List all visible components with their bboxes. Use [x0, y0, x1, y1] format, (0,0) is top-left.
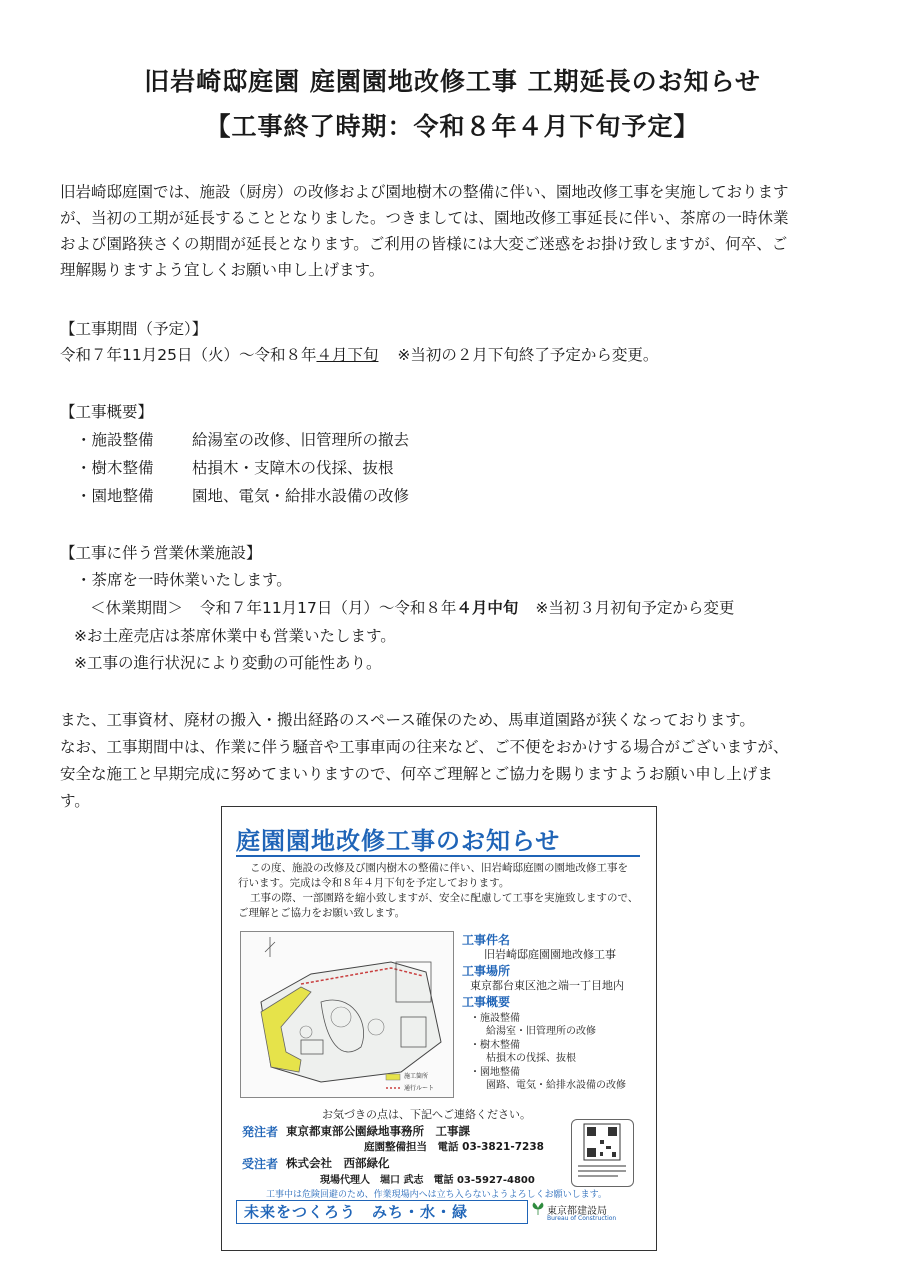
poster-location: 東京都台東区池之端一丁目地内: [470, 979, 624, 992]
poster-summary-2-desc: 枯損木の伐採、抜根: [486, 1053, 576, 1064]
period-text-prefix: 令和７年11月25日（火）～令和８年: [60, 346, 317, 364]
closure-period-emph: ４月中旬: [456, 599, 519, 617]
poster-contractor: 株式会社 西部緑化: [286, 1156, 390, 1170]
poster-summary-3-label: ・園地整備: [470, 1067, 520, 1078]
period-note: ※当初の２月下旬終了予定から変更。: [397, 346, 659, 364]
period-text: [60, 343, 658, 368]
poster-warning: 工事中は危険回避のため、作業現場内へは立ち入らないようよろしくお願いします。: [266, 1190, 607, 1200]
period-heading: 【工事期間（予定）】: [60, 320, 208, 338]
closure-note-2: ※工事の進行状況により変動の可能性あり。: [74, 654, 382, 672]
poster-orderer-sub: 庭園整備担当 電話 03-3821-7238: [364, 1141, 544, 1153]
poster-intro-line-1: この度、施設の改修及び園内樹木の整備に伴い、旧岩崎邸庭園の園地改修工事を: [250, 862, 628, 874]
poster-location-label: 工事場所: [462, 964, 511, 978]
intro-line-3: および園路狭さくの期間が延長となります。ご利用の皆様には大変ご迷惑をお掛け致しますが、何卒、ご: [60, 235, 788, 253]
site-map: [240, 931, 454, 1098]
overview-item-3-desc: 園地、電気・給排水設備の改修: [192, 487, 410, 505]
poster-project-name: 旧岩崎邸庭園園地改修工事: [484, 948, 616, 961]
poster-summary-label: 工事概要: [462, 995, 511, 1009]
poster-bureau: 東京都建設局: [547, 1206, 607, 1217]
closure-period: [90, 596, 734, 621]
poster-summary-1-desc: 給湯室・旧管理所の改修: [486, 1026, 596, 1037]
closure-period-label: ＜休業期間＞: [90, 599, 184, 617]
poster-intro-line-3: 工事の際、一部園路を縮小致しますが、安全に配慮して工事を実施致しますので、: [250, 892, 639, 904]
closure-item: ・茶席を一時休業いたします。: [76, 571, 292, 589]
page-title: 旧岩崎邸庭園 庭園園地改修工事 工期延長のお知らせ: [144, 67, 761, 96]
notice-poster: [221, 806, 657, 1251]
poster-title: 庭園園地改修工事のお知らせ: [236, 827, 561, 855]
poster-intro-line-4: ご理解とご協力をお願い致します。: [238, 907, 406, 919]
overview-item-1-desc: 給湯室の改修、旧管理所の撤去: [192, 431, 410, 449]
poster-summary-2-label: ・樹木整備: [470, 1040, 520, 1051]
overview-item-2-desc: 枯損木・支障木の伐採、抜根: [192, 459, 394, 477]
closure-note-1: ※お土産売店は茶席休業中も営業いたします。: [74, 627, 396, 645]
qr-code: [571, 1119, 634, 1187]
poster-title-rule: [236, 855, 640, 857]
closing-line-2: なお、工事期間中は、作業に伴う騒音や工事車両の往来など、ご不便をおかけする場合がございますが、: [60, 738, 789, 756]
closure-period-note: ※当初３月初旬予定から変更: [535, 599, 735, 617]
tokyo-ginkgo-logo-icon: [531, 1202, 545, 1216]
poster-contractor-label: 受注者: [242, 1157, 279, 1171]
poster-intro-line-2: 行います。完成は令和８年４月下旬を予定しております。: [238, 877, 510, 889]
overview-item-3-label: ・園地整備: [76, 487, 154, 505]
map-legend-work-area: 施工箇所: [404, 1073, 429, 1080]
poster-orderer: 東京都東部公園緑地事務所 工事課: [286, 1124, 470, 1138]
period-text-emph: ４月下旬: [316, 346, 379, 364]
poster-orderer-label: 発注者: [242, 1125, 279, 1139]
intro-line-1: 旧岩崎邸庭園では、施設（厨房）の改修および園地樹木の整備に伴い、園地改修工事を実施しております: [60, 183, 789, 201]
poster-project-name-label: 工事件名: [462, 933, 511, 947]
overview-item-2-label: ・樹木整備: [76, 459, 154, 477]
poster-contractor-sub: 現場代理人 堀口 武志 電話 03-5927-4800: [320, 1175, 535, 1186]
poster-summary-3-desc: 園路、電気・給排水設備の改修: [486, 1080, 626, 1091]
closing-line-1: また、工事資材、廃材の搬入・搬出経路のスペース確保のため、馬車道園路が狭くなっております。: [60, 711, 755, 729]
intro-line-4: 理解賜りますよう宜しくお願い申し上げます。: [60, 261, 385, 279]
poster-intro: [238, 861, 643, 921]
closure-heading: 【工事に伴う営業休業施設】: [60, 544, 262, 562]
intro-line-2: が、当初の工期が延長することとなりました。つきましては、園地改修工事延長に伴い、茶席の一時休業: [60, 209, 789, 227]
overview-heading: 【工事概要】: [60, 403, 154, 421]
closing-line-3: 安全な施工と早期完成に努めてまいりますので、何卒ご理解とご協力を賜りますようお願い申し上げま: [60, 765, 773, 783]
closing-line-4: す。: [60, 792, 90, 810]
poster-contact-lead: お気づきの点は、下記へご連絡ください。: [322, 1108, 531, 1121]
map-legend-route: 通行ルート: [404, 1085, 435, 1092]
poster-bureau-en: Bureau of Construction: [547, 1215, 617, 1222]
overview-item-1-label: ・施設整備: [76, 431, 154, 449]
closure-period-prefix: 令和７年11月17日（月）～令和８年: [199, 599, 457, 617]
page-subtitle: 【工事終了時期：令和８年４月下旬予定】: [205, 112, 700, 141]
poster-summary-1-label: ・施設整備: [470, 1013, 520, 1024]
poster-slogan: 未来をつくろう みち・水・緑: [244, 1203, 469, 1221]
